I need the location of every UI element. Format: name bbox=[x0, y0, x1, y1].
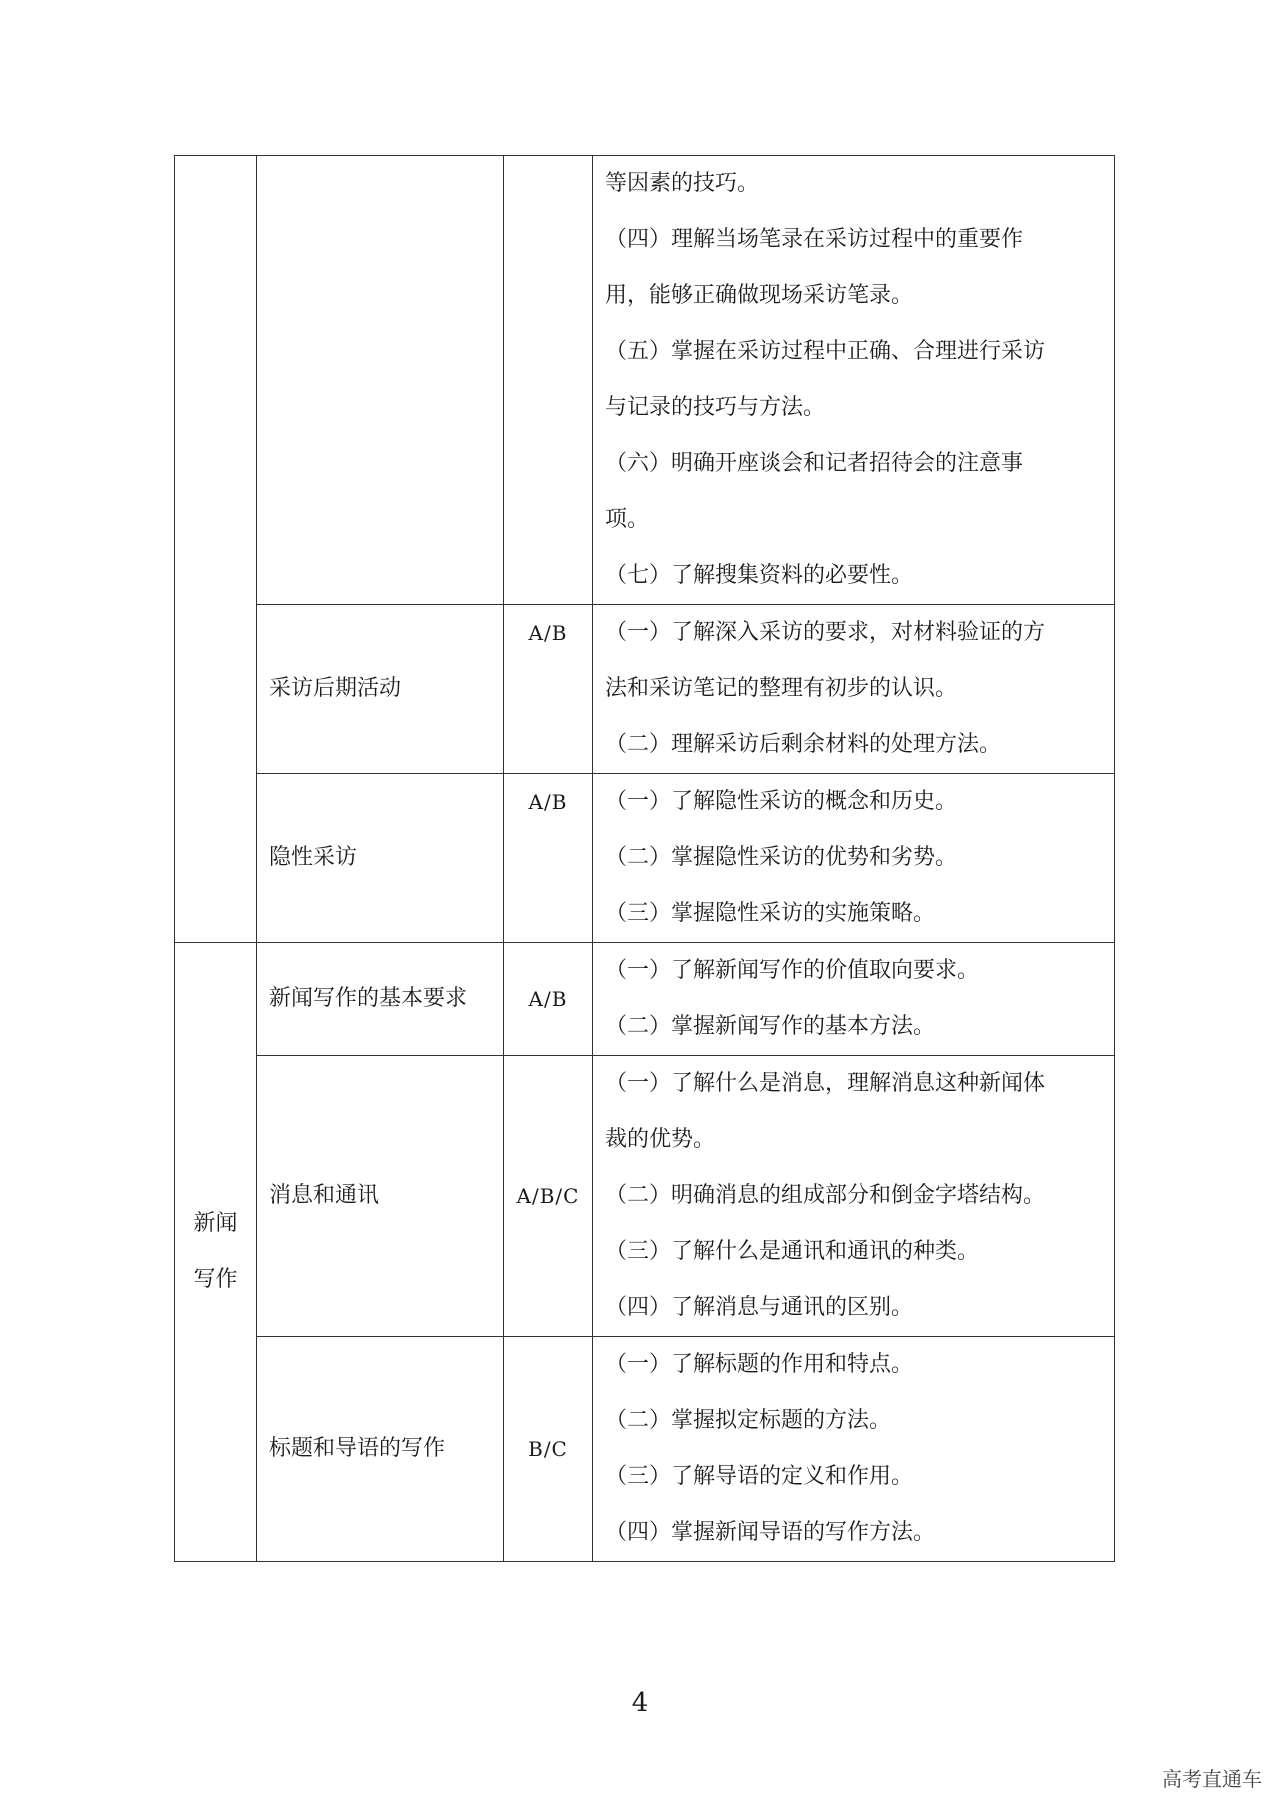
watermark-text: 高考直通车 bbox=[1162, 1767, 1262, 1791]
requirement-line: 用，能够正确做现场采访笔录。 bbox=[605, 283, 914, 308]
requirement-line: （三）了解什么是通讯和通讯的种类。 bbox=[605, 1239, 980, 1264]
level-cell: A/B/C bbox=[504, 1056, 593, 1337]
category-cell-continued bbox=[175, 156, 257, 943]
level-cell: A/B bbox=[504, 774, 593, 943]
requirement-line: 项。 bbox=[605, 507, 650, 532]
requirement-line: （一）了解新闻写作的价值取向要求。 bbox=[605, 958, 980, 983]
level-cell: A/B bbox=[504, 605, 593, 774]
table-row bbox=[175, 774, 1115, 943]
requirement-line: （四）理解当场笔录在采访过程中的重要作 bbox=[605, 227, 1024, 252]
requirement-line: （一）了解深入采访的要求，对材料验证的方 bbox=[605, 620, 1046, 645]
level-cell: B/C bbox=[504, 1337, 593, 1562]
table-row bbox=[175, 1056, 1115, 1337]
requirement-line: （一）了解标题的作用和特点。 bbox=[605, 1352, 914, 1377]
requirements-cell bbox=[593, 605, 1115, 774]
topic-cell: 新闻写作的基本要求 bbox=[257, 943, 504, 1056]
requirement-line: （二）理解采访后剩余材料的处理方法。 bbox=[605, 732, 1002, 757]
requirements-cell bbox=[593, 156, 1115, 605]
topic-cell: 采访后期活动 bbox=[257, 605, 504, 774]
topic-cell bbox=[257, 156, 504, 605]
requirements-cell bbox=[593, 1056, 1115, 1337]
category-cell bbox=[175, 943, 257, 1562]
requirement-line: （七）了解搜集资料的必要性。 bbox=[605, 563, 914, 588]
requirement-line: （三）了解导语的定义和作用。 bbox=[605, 1464, 914, 1489]
requirements-cell bbox=[593, 774, 1115, 943]
requirements-cell bbox=[593, 943, 1115, 1056]
requirement-line: （二）掌握隐性采访的优势和劣势。 bbox=[605, 845, 958, 870]
requirement-line: （一）了解什么是消息，理解消息这种新闻体 bbox=[605, 1071, 1046, 1096]
table-row bbox=[175, 605, 1115, 774]
requirement-line: （二）掌握拟定标题的方法。 bbox=[605, 1408, 892, 1433]
requirement-line: （六）明确开座谈会和记者招待会的注意事 bbox=[605, 451, 1024, 476]
page-number: 4 bbox=[631, 1688, 649, 1718]
table-row bbox=[175, 943, 1115, 1056]
requirement-line: （一）了解隐性采访的概念和历史。 bbox=[605, 789, 958, 814]
requirement-line: 与记录的技巧与方法。 bbox=[605, 395, 826, 420]
level-cell: A/B bbox=[504, 943, 593, 1056]
level-cell bbox=[504, 156, 593, 605]
topic-cell: 消息和通讯 bbox=[257, 1056, 504, 1337]
table-row bbox=[175, 1337, 1115, 1562]
syllabus-table bbox=[174, 155, 1115, 1562]
requirement-line: （三）掌握隐性采访的实施策略。 bbox=[605, 901, 936, 926]
requirement-line: （二）明确消息的组成部分和倒金字塔结构。 bbox=[605, 1183, 1046, 1208]
requirement-line: （二）掌握新闻写作的基本方法。 bbox=[605, 1014, 936, 1039]
table-row bbox=[175, 156, 1115, 605]
requirement-line: 裁的优势。 bbox=[605, 1127, 716, 1152]
requirement-line: （五）掌握在采访过程中正确、合理进行采访 bbox=[605, 339, 1046, 364]
topic-cell: 隐性采访 bbox=[257, 774, 504, 943]
topic-cell: 标题和导语的写作 bbox=[257, 1337, 504, 1562]
requirement-line: （四）掌握新闻导语的写作方法。 bbox=[605, 1520, 936, 1545]
requirement-line: 法和采访笔记的整理有初步的认识。 bbox=[605, 676, 958, 701]
requirements-cell bbox=[593, 1337, 1115, 1562]
requirement-line: 等因素的技巧。 bbox=[605, 171, 760, 196]
category-label: 新闻写作 bbox=[193, 1211, 238, 1292]
requirement-line: （四）了解消息与通讯的区别。 bbox=[605, 1295, 914, 1320]
